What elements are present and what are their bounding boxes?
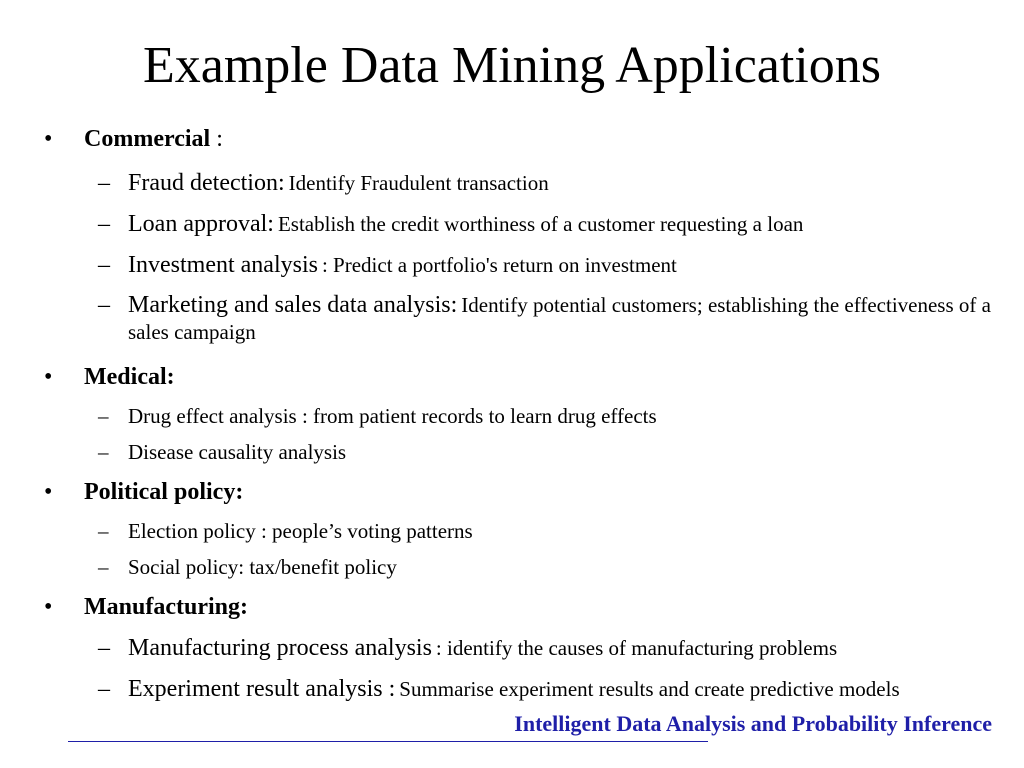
dash-icon: – — [98, 519, 109, 543]
section-medical — [44, 362, 175, 392]
item-detail: Establish the credit worthiness of a customer requesting a loan — [277, 212, 804, 236]
item-detail: Identify Fraudulent transaction — [288, 171, 549, 195]
dash-icon: – — [98, 292, 110, 318]
item-lead: Fraud detection: — [128, 170, 285, 196]
dash-icon: – — [98, 635, 110, 661]
slide-title: Example Data Mining Applications — [143, 37, 881, 94]
list-item — [98, 674, 998, 704]
dash-icon: – — [98, 252, 110, 278]
item-detail: : identify the causes of manufacturing problems — [435, 636, 838, 660]
item-lead: Experiment result analysis : — [128, 676, 396, 702]
list-item — [98, 517, 473, 545]
bullet-icon: • — [44, 479, 53, 505]
item-detail: : Predict a portfolio's return on investment — [321, 253, 677, 277]
item-lead: Investment analysis — [128, 252, 318, 278]
bullet-icon: • — [44, 594, 53, 620]
section-commercial — [44, 124, 223, 154]
footer-course-title: Intelligent Data Analysis and Probability Inference — [514, 711, 992, 736]
item-text: Disease causality analysis — [128, 440, 347, 464]
footer-divider — [68, 741, 708, 742]
dash-icon: – — [98, 404, 109, 428]
item-text: Election policy : people’s voting patterns — [128, 519, 473, 543]
item-detail: Summarise experiment results and create predictive models — [399, 677, 900, 701]
section-label: Medical: — [84, 364, 175, 390]
section-political-policy — [44, 477, 244, 507]
bullet-icon: • — [44, 126, 53, 152]
list-item — [98, 553, 397, 581]
section-label-suffix: : — [210, 126, 223, 152]
bullet-icon: • — [44, 364, 53, 390]
dash-icon: – — [98, 211, 110, 237]
item-lead: Loan approval: — [128, 211, 274, 237]
item-text: Drug effect analysis : from patient records to learn drug effects — [128, 404, 657, 428]
list-item — [98, 168, 549, 198]
section-label: Manufacturing: — [84, 594, 248, 620]
item-text: Social policy: tax/benefit policy — [128, 555, 397, 579]
dash-icon: – — [98, 555, 109, 579]
section-label: Commercial — [84, 126, 211, 152]
list-item — [98, 633, 838, 663]
section-manufacturing — [44, 592, 248, 622]
list-item — [98, 209, 804, 239]
item-detail: Identify potential customers; establishing the effectiveness of a sales campaign — [128, 293, 991, 344]
section-label: Political policy: — [84, 479, 244, 505]
list-item — [98, 438, 347, 466]
dash-icon: – — [98, 440, 109, 464]
list-item — [98, 290, 998, 345]
dash-icon: – — [98, 170, 110, 196]
dash-icon: – — [98, 676, 110, 702]
item-lead: Manufacturing process analysis — [128, 635, 432, 661]
list-item — [98, 250, 677, 280]
item-lead: Marketing and sales data analysis: — [128, 292, 458, 318]
list-item — [98, 402, 657, 430]
